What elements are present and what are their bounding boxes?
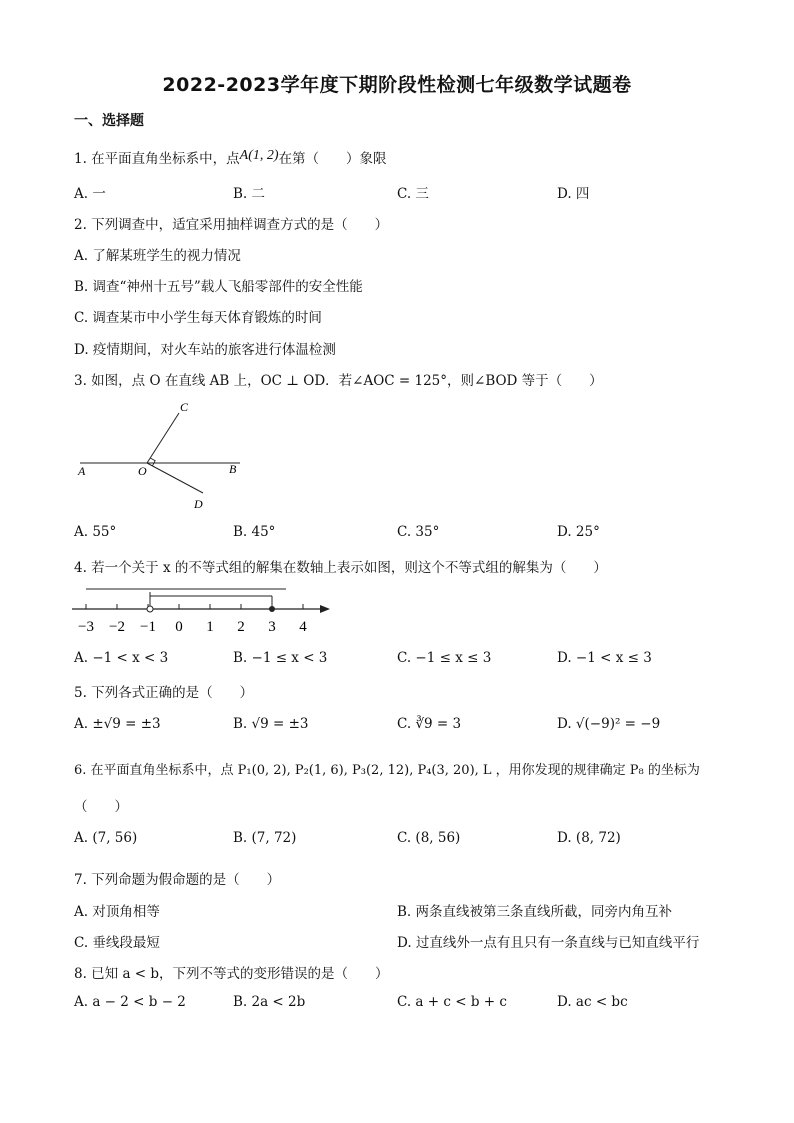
question-4-option-a[interactable]: A. −1 < x < 3 (74, 650, 169, 666)
axis-tick-label: 3 (268, 619, 276, 635)
right-angle-mark (150, 458, 155, 466)
question-1-stem-pre: 1. 在平面直角坐标系中，点 (74, 151, 240, 167)
question-4-number-line (68, 584, 338, 640)
axis-tick-label: −2 (109, 619, 125, 635)
question-2-option-a[interactable]: A. 了解某班学生的视力情况 (74, 248, 241, 264)
axis-arrow (320, 605, 330, 613)
question-4-option-c[interactable]: C. −1 ≤ x ≤ 3 (397, 650, 492, 666)
axis-tick-label: 2 (237, 619, 245, 635)
question-4-stem: 4. 若一个关于 x 的不等式组的解集在数轴上表示如图，则这个不等式组的解集为（ ） (74, 560, 607, 576)
question-1-option-c[interactable]: C. 三 (397, 186, 429, 202)
question-2-option-c[interactable]: C. 调查某市中小学生每天体育锻炼的时间 (74, 310, 322, 326)
open-point-minus-1 (147, 606, 153, 612)
axis-tick-labels (78, 619, 307, 635)
question-3-option-a[interactable]: A. 55° (74, 524, 117, 540)
ray-oc (147, 413, 179, 463)
question-8-stem: 8. 已知 a < b，下列不等式的变形错误的是（ ） (74, 966, 389, 982)
question-8-option-d[interactable]: D. ac < bc (557, 994, 628, 1010)
question-4-option-b[interactable]: B. −1 ≤ x < 3 (233, 650, 328, 666)
label-o: O (138, 464, 147, 478)
question-8-option-b[interactable]: B. 2a < 2b (233, 994, 306, 1010)
question-5-option-a[interactable]: A. ±√9 = ±3 (74, 716, 161, 732)
question-3-figure (70, 395, 250, 515)
question-8-option-a[interactable]: A. a − 2 < b − 2 (74, 994, 186, 1010)
label-b: B (229, 462, 237, 476)
question-5-stem: 5. 下列各式正确的是（ ） (74, 685, 254, 701)
question-5-option-c[interactable]: C. ∛9 = 3 (397, 716, 462, 732)
question-7-stem: 7. 下列命题为假命题的是（ ） (74, 872, 281, 888)
section-heading: 一、选择题 (74, 113, 144, 129)
question-7-option-c[interactable]: C. 垂线段最短 (74, 935, 160, 951)
question-6-option-d[interactable]: D. (8, 72) (557, 830, 621, 846)
question-6-option-b[interactable]: B. (7, 72) (233, 830, 297, 846)
question-6-option-c[interactable]: C. (8, 56) (397, 830, 461, 846)
axis-tick-label: −1 (140, 619, 156, 635)
label-a: A (78, 464, 86, 478)
question-3-option-b[interactable]: B. 45° (233, 524, 276, 540)
question-4-option-d[interactable]: D. −1 < x ≤ 3 (557, 650, 652, 666)
question-7-option-d[interactable]: D. 过直线外一点有且只有一条直线与已知直线平行 (397, 935, 700, 951)
axis-tick-label: 1 (206, 619, 214, 635)
axis-tick-label: −3 (78, 619, 94, 635)
question-5-option-b[interactable]: B. √9 = ±3 (233, 716, 309, 732)
question-7-option-b[interactable]: B. 两条直线被第三条直线所截，同旁内角互补 (397, 904, 673, 920)
question-2-option-b[interactable]: B. 调查“神州十五号”载人飞船零部件的安全性能 (74, 279, 363, 295)
page-title: 2022-2023学年度下期阶段性检测七年级数学试题卷 (162, 74, 632, 96)
question-1-point: A(1, 2) (239, 148, 279, 163)
question-1-stem (74, 147, 387, 168)
question-1-option-b[interactable]: B. 二 (233, 186, 266, 202)
question-1-stem-post: 在第（ ）象限 (278, 151, 387, 167)
label-c: C (180, 400, 189, 414)
question-3-option-c[interactable]: C. 35° (397, 524, 440, 540)
question-6-option-a[interactable]: A. (7, 56) (74, 830, 138, 846)
closed-point-3 (269, 606, 275, 612)
question-6-stem-cont: （ ） (74, 799, 128, 815)
axis-tick-label: 4 (299, 619, 307, 635)
question-8-option-c[interactable]: C. a + c < b + c (397, 994, 507, 1010)
ray-od (147, 463, 203, 493)
label-d: D (194, 497, 203, 511)
axis-tick-label: 0 (175, 619, 183, 635)
question-2-option-d[interactable]: D. 疫情期间，对火车站的旅客进行体温检测 (74, 342, 336, 358)
question-3-stem: 3. 如图，点 O 在直线 AB 上，OC ⊥ OD．若∠AOC = 125°，则∠BOD 等于（ ） (74, 373, 603, 389)
question-7-option-a[interactable]: A. 对顶角相等 (74, 904, 160, 920)
question-2-stem: 2. 下列调查中，适宜采用抽样调查方式的是（ ） (74, 217, 389, 233)
question-1-option-d[interactable]: D. 四 (557, 186, 590, 202)
question-5-option-d[interactable]: D. √(−9)² = −9 (557, 716, 661, 732)
question-6-stem: 6. 在平面直角坐标系中，点 P₁(0, 2), P₂(1, 6), P₃(2, 12), P₄(3, 20), L ，用你发现的规律确定 P₈ 的坐标为 (74, 763, 700, 778)
question-1-option-a[interactable]: A. 一 (74, 186, 106, 202)
question-3-option-d[interactable]: D. 25° (557, 524, 600, 540)
